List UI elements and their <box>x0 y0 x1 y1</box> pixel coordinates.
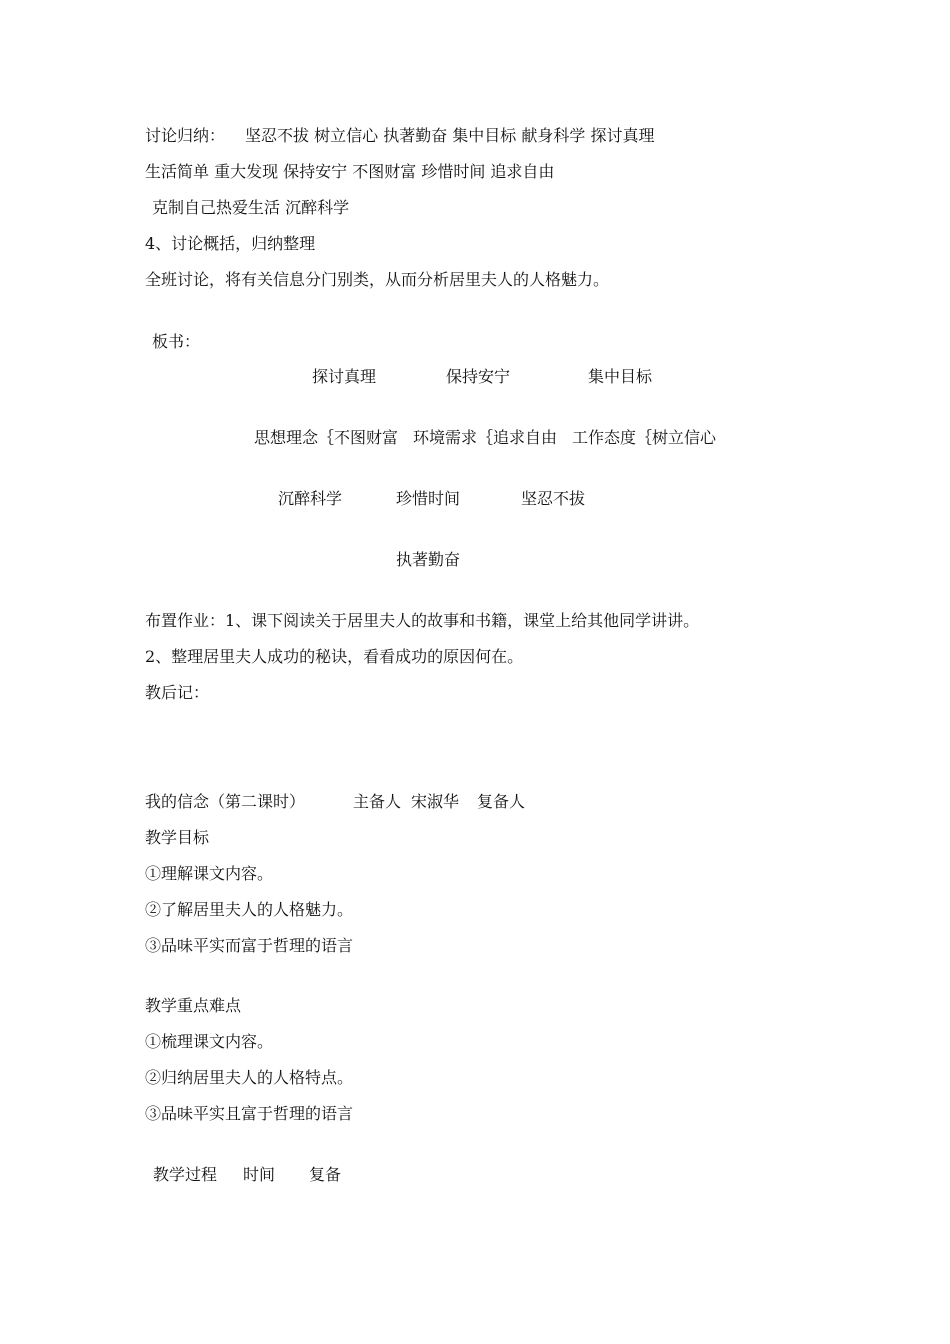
board-category-2: 环境需求｛追求自由 <box>413 428 558 447</box>
board-bottom-2: 珍惜时间 <box>396 489 461 508</box>
board-top-1: 探讨真理 <box>312 367 377 386</box>
process-heading: 教学过程 <box>153 1165 218 1184</box>
board-label: 板书： <box>152 332 201 351</box>
board-top-3: 集中目标 <box>588 367 653 386</box>
review-label: 复备 <box>309 1165 342 1184</box>
lesson2-header <box>145 792 525 812</box>
goals-heading: 教学目标 <box>145 828 210 847</box>
board-top-2: 保持安宁 <box>446 367 511 386</box>
goal-item-1: ①理解课文内容。 <box>145 864 274 883</box>
discussion-label: 讨论归纳： <box>145 126 226 145</box>
homework-item-2: 2、整理居里夫人成功的秘诀，看看成功的原因何在。 <box>145 647 524 666</box>
process-header <box>153 1165 341 1185</box>
board-category-1: 思想理念｛不图财富 <box>254 428 399 447</box>
discussion-row-1 <box>145 126 654 146</box>
discussion-row-3: 克制自己热爱生活 沉醉科学 <box>152 198 350 217</box>
key-item-1: ①梳理课文内容。 <box>145 1032 274 1051</box>
board-bottom-3: 坚忍不拔 <box>521 489 586 508</box>
lesson2-title: 我的信念（第二课时） <box>145 792 306 811</box>
goal-item-2: ②了解居里夫人的人格魅力。 <box>145 900 354 919</box>
reviewer-label: 复备人 <box>477 792 526 811</box>
author-label: 主备人 <box>353 792 402 811</box>
board-category-3: 工作态度｛树立信心 <box>572 428 717 447</box>
goal-item-3: ③品味平实而富于哲理的语言 <box>145 936 354 955</box>
key-heading: 教学重点难点 <box>145 996 242 1015</box>
board-last: 执著勤奋 <box>396 550 461 569</box>
key-item-3: ③品味平实且富于哲理的语言 <box>145 1104 354 1123</box>
discussion-row-2: 生活简单 重大发现 保持安宁 不图财富 珍惜时间 追求自由 <box>145 162 555 181</box>
board-bottom-1: 沉醉科学 <box>278 489 343 508</box>
step4-body: 全班讨论，将有关信息分门别类，从而分析居里夫人的人格魅力。 <box>145 270 610 289</box>
reflection-label: 教后记： <box>145 683 210 702</box>
time-label: 时间 <box>243 1165 276 1184</box>
key-item-2: ②归纳居里夫人的人格特点。 <box>145 1068 354 1087</box>
author-name: 宋淑华 <box>411 792 460 811</box>
homework-item-1: 布置作业：1、课下阅读关于居里夫人的故事和书籍，课堂上给其他同学讲讲。 <box>145 611 700 630</box>
step4-heading: 4、讨论概括，归纳整理 <box>145 234 316 253</box>
discussion-items-1: 坚忍不拔 树立信心 执著勤奋 集中目标 献身科学 探讨真理 <box>245 126 655 145</box>
